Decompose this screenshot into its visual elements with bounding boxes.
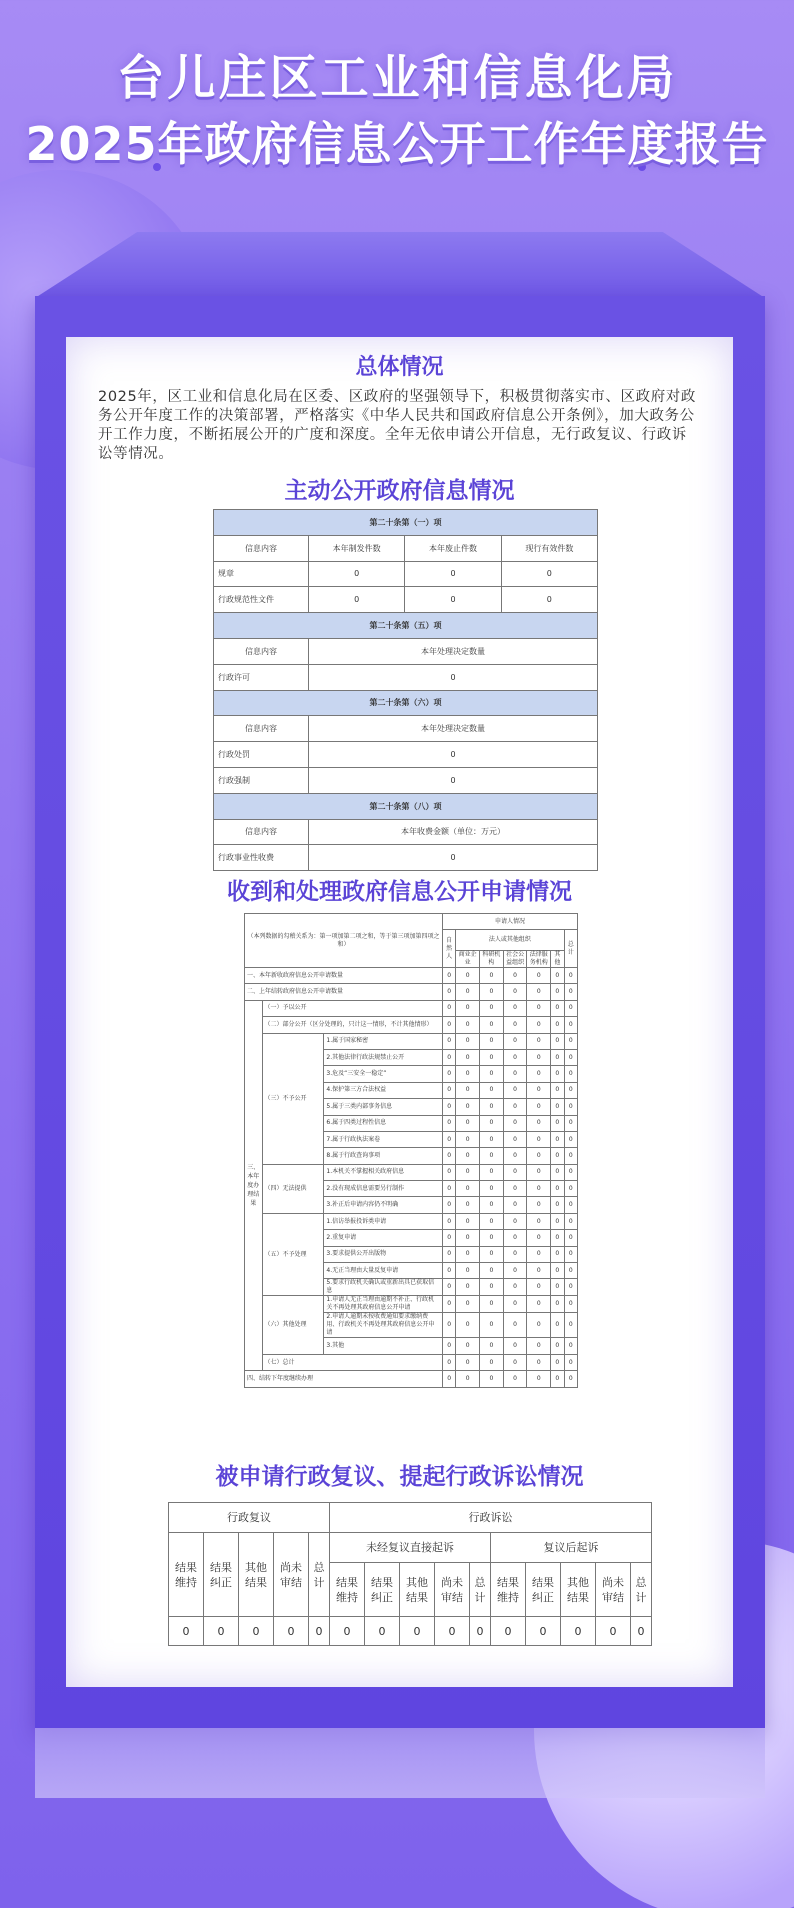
table-cell: 0 <box>527 1213 551 1229</box>
table-row-label: （一）予以公开 <box>262 1000 442 1016</box>
table-row-label: 5.要求行政机关确认或重新出具已获取信息 <box>324 1279 443 1296</box>
table-cell: 0 <box>442 1313 455 1338</box>
table-row-label: 2.其他法律行政法规禁止公开 <box>324 1049 443 1065</box>
table-header: 结果维持 <box>330 1563 365 1617</box>
table-cell: 0 <box>442 984 455 1000</box>
table-cell: 0 <box>551 1371 564 1387</box>
table-cell: 0 <box>442 1338 455 1354</box>
table-cell: 0 <box>456 984 480 1000</box>
table-cell: 0 <box>456 1066 480 1082</box>
table-cell: 0 <box>480 1354 504 1370</box>
table-cell: 0 <box>503 1263 527 1279</box>
table-row-label: （六）其他处理 <box>262 1296 324 1354</box>
table-cell: 0 <box>480 984 504 1000</box>
table-header: 结果维持 <box>169 1533 204 1617</box>
table-cell: 现行有效件数 <box>501 535 597 561</box>
table-cell: 0 <box>480 1099 504 1115</box>
table-cell: 信息内容 <box>214 535 309 561</box>
table-cell: 0 <box>442 1131 455 1147</box>
table-cell: 0 <box>564 1049 577 1065</box>
table-header: 第二十条第（六）项 <box>214 690 598 716</box>
table-cell: 0 <box>480 1017 504 1033</box>
table-cell: 0 <box>480 1066 504 1082</box>
table-cell: 0 <box>456 1082 480 1098</box>
table-row-label: 6.属于四类过程性信息 <box>324 1115 443 1131</box>
table-cell: 本年制发件数 <box>309 535 405 561</box>
table-cell: 0 <box>503 968 527 984</box>
table-cell: 0 <box>503 1115 527 1131</box>
table-cell: 0 <box>551 1279 564 1296</box>
table-cell: 0 <box>551 1338 564 1354</box>
table-cell: 0 <box>309 561 405 587</box>
table-cell: 0 <box>503 1313 527 1338</box>
table-header: 自然人 <box>442 930 455 968</box>
table-cell: 0 <box>564 1263 577 1279</box>
table-cell: 0 <box>503 1164 527 1180</box>
table-cell: 0 <box>480 1181 504 1197</box>
table-cell: 0 <box>491 1617 526 1646</box>
table-row-label: 4.保护第三方合法权益 <box>324 1082 443 1098</box>
table-cell: 0 <box>442 1354 455 1370</box>
table-cell: 0 <box>442 1230 455 1246</box>
table-cell: 0 <box>527 1279 551 1296</box>
table-cell: 0 <box>527 1049 551 1065</box>
table-cell: 0 <box>503 1082 527 1098</box>
table-cell: 0 <box>551 1354 564 1370</box>
table-cell: 行政事业性收费 <box>214 845 309 871</box>
table-cell: 0 <box>551 1148 564 1164</box>
table-cell: 行政强制 <box>214 767 309 793</box>
table-cell: 0 <box>503 1279 527 1296</box>
table-cell: 信息内容 <box>214 716 309 742</box>
table-header: 未经复议直接起诉 <box>330 1533 491 1563</box>
table-cell: 本年处理决定数量 <box>309 638 598 664</box>
table-cell: 0 <box>503 1148 527 1164</box>
table-cell: 0 <box>442 1246 455 1262</box>
table-row-label: 5.属于三类内部事务信息 <box>324 1099 443 1115</box>
table-cell: 0 <box>365 1617 400 1646</box>
table-cell: 0 <box>405 561 501 587</box>
table-cell: 0 <box>456 1296 480 1313</box>
table-cell: 0 <box>503 1000 527 1016</box>
table-header: 其他结果 <box>561 1563 596 1617</box>
table-row-label: （三）不予公开 <box>262 1033 324 1164</box>
table-cell: 0 <box>456 1115 480 1131</box>
overview-text: 2025年，区工业和信息化局在区委、区政府的坚强领导下，积极贯彻落实市、区政府对政务公开年度工作的决策部署，严格落实《中华人民共和国政府信息公开条例》，加大政务公开工作力度，不断拓展公开的广度和深度。全年无依申请公开信息，无行政复议、行政诉讼等情况。 <box>98 389 696 462</box>
table-cell: 0 <box>400 1617 435 1646</box>
table-cell: 0 <box>442 1115 455 1131</box>
section-title-active: 主动公开政府信息情况 <box>284 478 515 504</box>
table-cell: 0 <box>527 1082 551 1098</box>
table-row-label: 3.其他 <box>324 1338 443 1354</box>
table-cell: 0 <box>501 561 597 587</box>
table-cell: 0 <box>442 1017 455 1033</box>
table-cell: 0 <box>551 1296 564 1313</box>
table-cell: 0 <box>564 1164 577 1180</box>
table-cell: 0 <box>527 1338 551 1354</box>
table-cell: 0 <box>564 1230 577 1246</box>
table-cell: 0 <box>169 1617 204 1646</box>
table-cell: 0 <box>503 1033 527 1049</box>
table-cell: 0 <box>480 1164 504 1180</box>
table-row-label: 3.补正后申请内容仍不明确 <box>324 1197 443 1213</box>
table-cell: 0 <box>564 968 577 984</box>
table-row-label: 2.申请人逾期未按收费通知要求缴纳费用、行政机关不再处理其政府信息公开申请 <box>324 1313 443 1338</box>
table-cell: 0 <box>526 1617 561 1646</box>
table-cell: 0 <box>480 1033 504 1049</box>
table-cell: 0 <box>442 1066 455 1082</box>
table-cell: 0 <box>551 984 564 1000</box>
table-header: 其他结果 <box>400 1563 435 1617</box>
table-cell: 0 <box>503 1230 527 1246</box>
table-cell: 本年收费金额（单位：万元） <box>309 819 598 845</box>
table-cell: 0 <box>480 1371 504 1387</box>
table-cell: 0 <box>564 1181 577 1197</box>
table-row-label: 1.属于国家秘密 <box>324 1033 443 1049</box>
table-cell: 0 <box>480 1279 504 1296</box>
table-header: 总计 <box>309 1533 330 1617</box>
table-header: 尚未审结 <box>596 1563 631 1617</box>
table-header: 法律服务机构 <box>527 951 551 968</box>
table-cell: 0 <box>456 1000 480 1016</box>
table-cell: 0 <box>480 1263 504 1279</box>
table-cell: 0 <box>551 1181 564 1197</box>
table-cell: 0 <box>503 1099 527 1115</box>
table-cell: 0 <box>527 1131 551 1147</box>
request-table <box>244 913 578 1388</box>
section-title-request: 收到和处理政府信息公开申请情况 <box>227 879 572 905</box>
table-header: 行政诉讼 <box>330 1503 652 1533</box>
table-cell: 0 <box>442 1279 455 1296</box>
table-row-label: 四、结转下年度继续办理 <box>245 1371 443 1387</box>
table-row-label: 8.属于行政查询事项 <box>324 1148 443 1164</box>
table-cell: 0 <box>564 1313 577 1338</box>
table-cell: 0 <box>456 1017 480 1033</box>
table-cell: 0 <box>631 1617 652 1646</box>
table-cell: 0 <box>551 1197 564 1213</box>
table-cell: 0 <box>442 1371 455 1387</box>
table-cell: 0 <box>456 1338 480 1354</box>
table-cell: 0 <box>527 1197 551 1213</box>
table-cell: 0 <box>435 1617 470 1646</box>
table-cell: 0 <box>564 1131 577 1147</box>
table-cell: 0 <box>309 664 598 690</box>
table-cell: 0 <box>503 984 527 1000</box>
table-cell: 0 <box>309 767 598 793</box>
table-cell: 0 <box>503 1354 527 1370</box>
table-cell: 0 <box>456 1164 480 1180</box>
table-cell: 0 <box>551 1099 564 1115</box>
review-litigation-table <box>168 1502 652 1646</box>
table-cell: 0 <box>456 1263 480 1279</box>
table-cell: 规章 <box>214 561 309 587</box>
table-cell: 0 <box>527 1181 551 1197</box>
table-cell: 0 <box>442 1213 455 1229</box>
table-cell: 本年废止件数 <box>405 535 501 561</box>
table-header: 第二十条第（一）项 <box>214 510 598 536</box>
table-cell: 0 <box>456 1197 480 1213</box>
table-cell: 0 <box>564 1246 577 1262</box>
table-cell: 0 <box>551 1313 564 1338</box>
table-cell: 0 <box>527 968 551 984</box>
page-header <box>0 45 794 177</box>
table-cell: 行政处罚 <box>214 742 309 768</box>
table-cell: 0 <box>470 1617 491 1646</box>
table-cell: 0 <box>405 587 501 613</box>
table-cell: 0 <box>551 1164 564 1180</box>
table-header: 尚未审结 <box>435 1563 470 1617</box>
table-cell: 0 <box>551 1082 564 1098</box>
table-header: 商业企业 <box>456 951 480 968</box>
header-title-line1: 台儿庄区工业和信息化局 <box>116 50 678 106</box>
table-header: 其他结果 <box>239 1533 274 1617</box>
table-header: 尚未审结 <box>274 1533 309 1617</box>
table-cell: 0 <box>442 1181 455 1197</box>
table-cell: 0 <box>456 1246 480 1262</box>
table-cell: 0 <box>527 1354 551 1370</box>
table-header: 总计 <box>564 930 577 968</box>
table-note: （本列数据的勾稽关系为：第一项加第二项之和，等于第三项加第四项之和） <box>245 914 443 968</box>
table-cell: 0 <box>527 1099 551 1115</box>
table-cell: 0 <box>456 1279 480 1296</box>
table-cell: 0 <box>564 1338 577 1354</box>
table-cell: 0 <box>527 1115 551 1131</box>
table-cell: 0 <box>527 1000 551 1016</box>
table-cell: 0 <box>564 1115 577 1131</box>
table-header: 结果纠正 <box>365 1563 400 1617</box>
table-header: 法人或其他组织 <box>456 930 564 951</box>
table-cell: 0 <box>503 1049 527 1065</box>
table-cell: 0 <box>503 1066 527 1082</box>
table-cell: 0 <box>442 1049 455 1065</box>
table-cell: 0 <box>456 1099 480 1115</box>
table-cell: 0 <box>551 968 564 984</box>
table-header: 其他 <box>551 951 564 968</box>
table-cell: 0 <box>442 1164 455 1180</box>
table-cell: 行政规范性文件 <box>214 587 309 613</box>
table-cell: 0 <box>503 1338 527 1354</box>
table-header: 总计 <box>631 1563 652 1617</box>
table-cell: 0 <box>456 1181 480 1197</box>
table-header: 申请人情况 <box>442 914 577 930</box>
table-cell: 0 <box>527 1033 551 1049</box>
table-cell: 0 <box>480 1197 504 1213</box>
table-cell: 0 <box>564 984 577 1000</box>
section-title-overview: 总体情况 <box>355 355 444 380</box>
table-cell: 0 <box>503 1197 527 1213</box>
table-row-label: （二）部分公开（区分处理的，只计这一情形，不计其他情形） <box>262 1017 442 1033</box>
table-cell: 0 <box>480 1313 504 1338</box>
header-title-line2: 2025年政府信息公开工作年度报告 <box>25 117 769 171</box>
table-cell: 0 <box>503 1371 527 1387</box>
table-cell: 0 <box>551 1000 564 1016</box>
table-cell: 0 <box>564 1066 577 1082</box>
table-cell: 0 <box>527 1313 551 1338</box>
table-row-label: （七）总计 <box>262 1354 442 1370</box>
table-cell: 0 <box>527 1371 551 1387</box>
table-header: 第二十条第（八）项 <box>214 793 598 819</box>
table-cell: 0 <box>503 1181 527 1197</box>
table-cell: 0 <box>527 1246 551 1262</box>
table-cell: 0 <box>456 1049 480 1065</box>
table-row-label: 2.重复申请 <box>324 1230 443 1246</box>
table-cell: 0 <box>480 1213 504 1229</box>
table-row-label: 1.本机关不掌握相关政府信息 <box>324 1164 443 1180</box>
table-cell: 0 <box>456 1313 480 1338</box>
table-row-label: 4.无正当理由大量反复申请 <box>324 1263 443 1279</box>
table-cell: 0 <box>456 1033 480 1049</box>
table-cell: 0 <box>503 1017 527 1033</box>
table-row-label: 2.没有现成信息需要另行制作 <box>324 1181 443 1197</box>
table-header: 科研机构 <box>480 951 504 968</box>
table-cell: 0 <box>564 1017 577 1033</box>
table-row-label: 3.危及“三安全一稳定” <box>324 1066 443 1082</box>
table-cell: 0 <box>564 1148 577 1164</box>
table-cell: 本年处理决定数量 <box>309 716 598 742</box>
table-cell: 0 <box>442 1197 455 1213</box>
table-row-label: 三、本年度办理结果 <box>245 1000 263 1370</box>
table-cell: 0 <box>527 1017 551 1033</box>
table-cell: 0 <box>564 1033 577 1049</box>
table-cell: 0 <box>442 1033 455 1049</box>
table-cell: 信息内容 <box>214 819 309 845</box>
table-cell: 0 <box>480 1082 504 1098</box>
table-header: 结果纠正 <box>204 1533 239 1617</box>
table-cell: 0 <box>564 1354 577 1370</box>
table-cell: 0 <box>442 968 455 984</box>
table-cell: 0 <box>551 1213 564 1229</box>
table-cell: 0 <box>551 1246 564 1262</box>
table-row-label: 一、本年新收政府信息公开申请数量 <box>245 968 443 984</box>
table-cell: 0 <box>309 587 405 613</box>
table-cell: 0 <box>239 1617 274 1646</box>
table-cell: 0 <box>309 845 598 871</box>
table-row-label: 1.申请人无正当理由逾期不补正、行政机关不再处理其政府信息公开申请 <box>324 1296 443 1313</box>
frame-top <box>35 232 765 298</box>
table-cell: 0 <box>480 1296 504 1313</box>
table-cell: 0 <box>551 1131 564 1147</box>
table-cell: 0 <box>456 1148 480 1164</box>
active-disclosure-table <box>213 509 598 871</box>
table-row-label: 二、上年结转政府信息公开申请数量 <box>245 984 443 1000</box>
table-cell: 0 <box>442 1296 455 1313</box>
table-cell: 0 <box>480 1246 504 1262</box>
table-cell: 0 <box>503 1246 527 1262</box>
table-cell: 0 <box>551 1230 564 1246</box>
table-cell: 0 <box>527 1148 551 1164</box>
table-row-label: （五）不予处理 <box>262 1213 324 1296</box>
table-cell: 0 <box>503 1296 527 1313</box>
table-cell: 0 <box>503 1213 527 1229</box>
table-cell: 0 <box>596 1617 631 1646</box>
table-header: 结果纠正 <box>526 1563 561 1617</box>
table-cell: 0 <box>527 1066 551 1082</box>
table-cell: 0 <box>442 1000 455 1016</box>
table-cell: 0 <box>309 1617 330 1646</box>
table-cell: 行政许可 <box>214 664 309 690</box>
table-header: 复议后起诉 <box>491 1533 652 1563</box>
table-cell: 0 <box>527 984 551 1000</box>
table-cell: 0 <box>480 1148 504 1164</box>
table-cell: 0 <box>456 1371 480 1387</box>
table-cell: 0 <box>480 1131 504 1147</box>
table-cell: 0 <box>456 1131 480 1147</box>
table-row-label: 3.要求提供公开出版物 <box>324 1246 443 1262</box>
table-cell: 0 <box>551 1115 564 1131</box>
table-cell: 0 <box>330 1617 365 1646</box>
table-cell: 0 <box>564 1000 577 1016</box>
section-title-review: 被申请行政复议、提起行政诉讼情况 <box>215 1464 584 1490</box>
table-cell: 0 <box>564 1099 577 1115</box>
table-header: 总计 <box>470 1563 491 1617</box>
table-cell: 0 <box>480 1000 504 1016</box>
table-cell: 0 <box>480 968 504 984</box>
table-cell: 0 <box>442 1099 455 1115</box>
table-header: 结果维持 <box>491 1563 526 1617</box>
table-cell: 0 <box>551 1263 564 1279</box>
table-row-label: 1.信访举报投诉类申请 <box>324 1213 443 1229</box>
table-header: 第二十条第（五）项 <box>214 613 598 639</box>
table-cell: 0 <box>564 1296 577 1313</box>
table-cell: 0 <box>564 1279 577 1296</box>
table-cell: 0 <box>456 1213 480 1229</box>
table-cell: 0 <box>274 1617 309 1646</box>
table-cell: 0 <box>564 1197 577 1213</box>
table-row-label: 7.属于行政执法案卷 <box>324 1131 443 1147</box>
table-cell: 0 <box>503 1131 527 1147</box>
table-cell: 0 <box>564 1082 577 1098</box>
table-cell: 0 <box>564 1213 577 1229</box>
table-cell: 0 <box>551 1049 564 1065</box>
table-cell: 0 <box>456 1230 480 1246</box>
table-cell: 0 <box>527 1230 551 1246</box>
table-cell: 0 <box>561 1617 596 1646</box>
table-header: 社会公益组织 <box>503 951 527 968</box>
table-cell: 0 <box>527 1164 551 1180</box>
table-row-label: （四）无法提供 <box>262 1164 324 1213</box>
table-cell: 0 <box>480 1338 504 1354</box>
table-cell: 0 <box>551 1066 564 1082</box>
table-cell: 0 <box>456 968 480 984</box>
table-cell: 0 <box>551 1017 564 1033</box>
table-cell: 0 <box>551 1033 564 1049</box>
table-cell: 0 <box>204 1617 239 1646</box>
table-cell: 0 <box>456 1354 480 1370</box>
table-cell: 0 <box>527 1263 551 1279</box>
table-cell: 0 <box>527 1296 551 1313</box>
table-cell: 0 <box>442 1082 455 1098</box>
table-header: 行政复议 <box>169 1503 330 1533</box>
table-cell: 0 <box>309 742 598 768</box>
table-cell: 0 <box>442 1263 455 1279</box>
table-cell: 0 <box>501 587 597 613</box>
table-cell: 0 <box>480 1115 504 1131</box>
table-cell: 信息内容 <box>214 638 309 664</box>
table-cell: 0 <box>480 1230 504 1246</box>
table-cell: 0 <box>442 1148 455 1164</box>
table-cell: 0 <box>480 1049 504 1065</box>
table-cell: 0 <box>564 1371 577 1387</box>
